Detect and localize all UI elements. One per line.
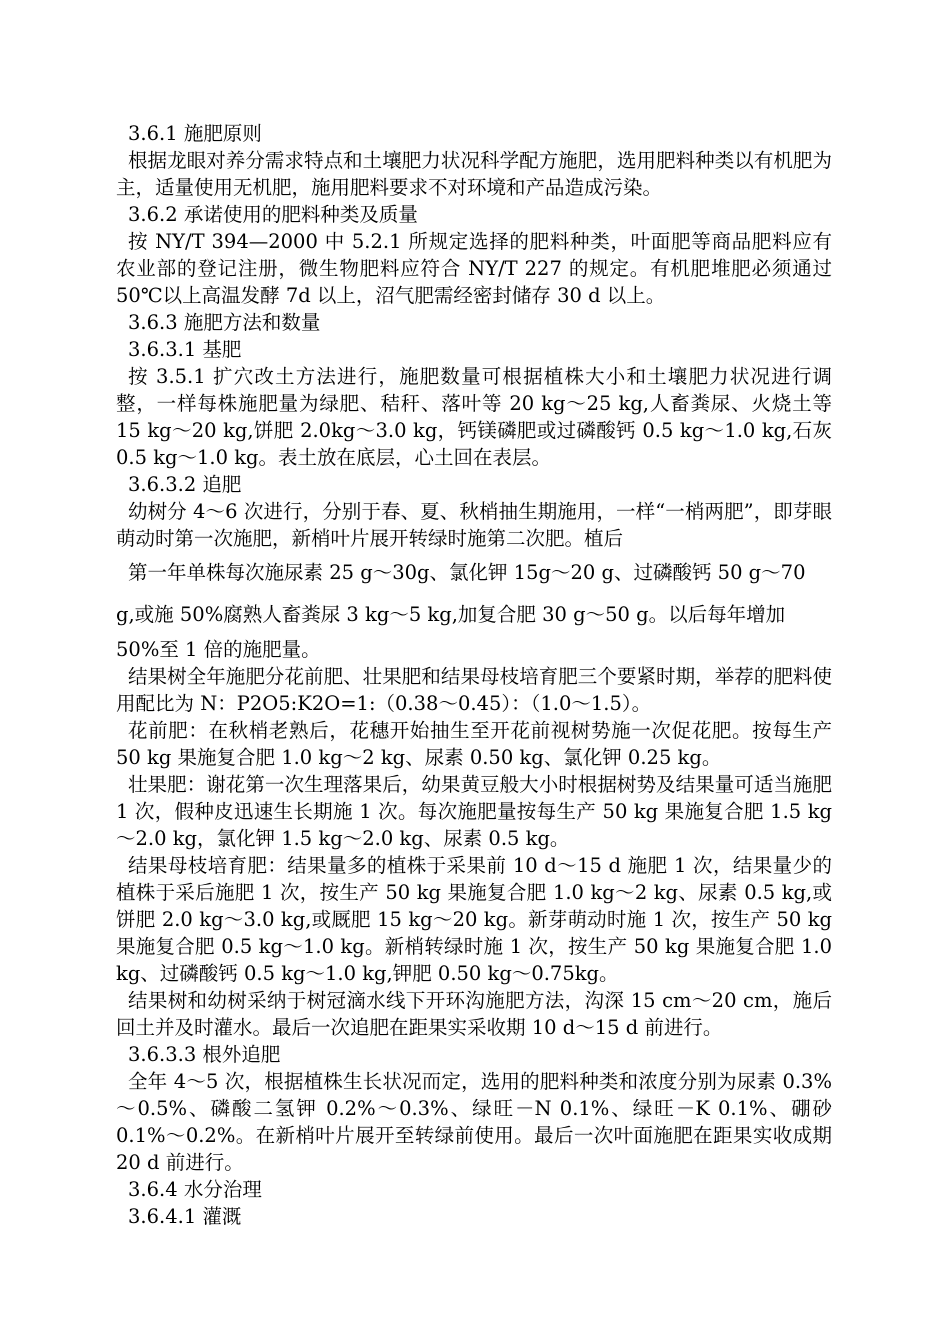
paragraph: 壮果肥：谢花第一次生理落果后，幼果黄豆般大小时根据树势及结果量可适当施肥 1 次，假种皮迅速生长期施 1 次。每次施肥量按每生产 50 kg 果施复合肥 1.5 kg～2.0 kg，氯化钾 1.5 kg～2.0 kg、尿素 0.5 kg。 [116,773,832,850]
paragraph: 花前肥：在秋梢老熟后，花穗开始抽生至开花前视树势施一次促花肥。按每生产 50 kg 果施复合肥 1.0 kg～2 kg、尿素 0.50 kg、氯化钾 0.25 kg。 [116,719,832,769]
heading-3-6-3-3: 3.6.3.3 根外追肥 [128,1043,281,1066]
paragraph: 结果树和幼树采纳于树冠滴水线下开环沟施肥方法，沟深 15 cm～20 cm，施后回土并及时灌水。最后一次追肥在距果实采收期 10 d～15 d 前进行。 [116,989,832,1039]
heading-3-6-2: 3.6.2 承诺使用的肥料种类及质量 [128,203,418,226]
paragraph: 结果树全年施肥分花前肥、壮果肥和结果母枝培育肥三个要紧时期，举荐的肥料使用配比为 N：P2O5:K2O=1:（0.38～0.45）：（1.0～1.5）。 [116,665,832,715]
paragraph: 结果母枝培育肥：结果量多的植株于采果前 10 d～15 d 施肥 1 次，结果量少的植株于采后施肥 1 次，按生产 50 kg 果施复合肥 1.0 kg～2 kg、尿素 0.5 kg,或饼肥 2.0 kg～3.0 kg,或厩肥 15 kg～20 kg。新芽萌动时施 1 次，按生产 50 kg 果施复合肥 0.5 kg～1.0 kg。新梢转绿时施 1 次，按生产 50 kg 果施复合肥 1.0 kg、过磷酸钙 0.5 kg～1.0 kg,钾肥 0.50 kg～0.75kg。 [116,854,832,985]
heading-3-6-4-1: 3.6.4.1 灌溉 [128,1205,242,1228]
paragraph: 按 3.5.1 扩穴改土方法进行，施肥数量可根据植株大小和土壤肥力状况进行调整，一样每株施肥量为绿肥、秸秆、落叶等 20 kg～25 kg,人畜粪尿、火烧土等 15 kg～20 kg,饼肥 2.0kg～3.0 kg，钙镁磷肥或过磷酸钙 0.5 kg～1.0 kg,石灰 0.5 kg～1.0 kg。表土放在底层，心土回在表层。 [116,365,832,469]
paragraph-line: 50%至 1 倍的施肥量。 [116,638,321,661]
heading-3-6-3-1: 3.6.3.1 基肥 [128,338,242,361]
heading-3-6-4: 3.6.4 水分治理 [128,1178,262,1201]
paragraph: 按 NY/T 394—2000 中 5.2.1 所规定选择的肥料种类，叶面肥等商品肥料应有农业部的登记注册，微生物肥料应符合 NY/T 227 的规定。有机肥堆肥必须通过 50℃以上高温发酵 7d 以上，沼气肥需经密封储存 30 d 以上。 [116,230,832,307]
paragraph-line: g,或施 50%腐熟人畜粪尿 3 kg～5 kg,加复合肥 30 g～50 g。以后每年增加 [116,603,786,626]
heading-3-6-3: 3.6.3 施肥方法和数量 [128,311,321,334]
heading-3-6-3-2: 3.6.3.2 追肥 [128,473,242,496]
heading-3-6-1: 3.6.1 施肥原则 [128,122,262,145]
document-page [116,120,832,1230]
paragraph: 全年 4～5 次，根据植株生长状况而定，选用的肥料种类和浓度分别为尿素 0.3%～0.5%、磷酸二氢钾 0.2%～0.3%、绿旺－N 0.1%、绿旺－K 0.1%、硼砂 0.1%～0.2%。在新梢叶片展开至转绿前使用。最后一次叶面施肥在距果实收成期 20 d 前进行。 [116,1070,832,1174]
paragraph: 根据龙眼对养分需求特点和土壤肥力状况科学配方施肥，选用肥料种类以有机肥为主，适量使用无机肥，施用肥料要求不对环境和产品造成污染。 [116,149,832,199]
paragraph-line: 第一年单株每次施尿素 25 g～30g、氯化钾 15g～20 g、过磷酸钙 50 g～70 [128,561,806,584]
paragraph: 幼树分 4～6 次进行，分别于春、夏、秋梢抽生期施用，一样“一梢两肥”，即芽眼萌动时第一次施肥，新梢叶片展开转绿时施第二次肥。植后 [116,500,832,550]
